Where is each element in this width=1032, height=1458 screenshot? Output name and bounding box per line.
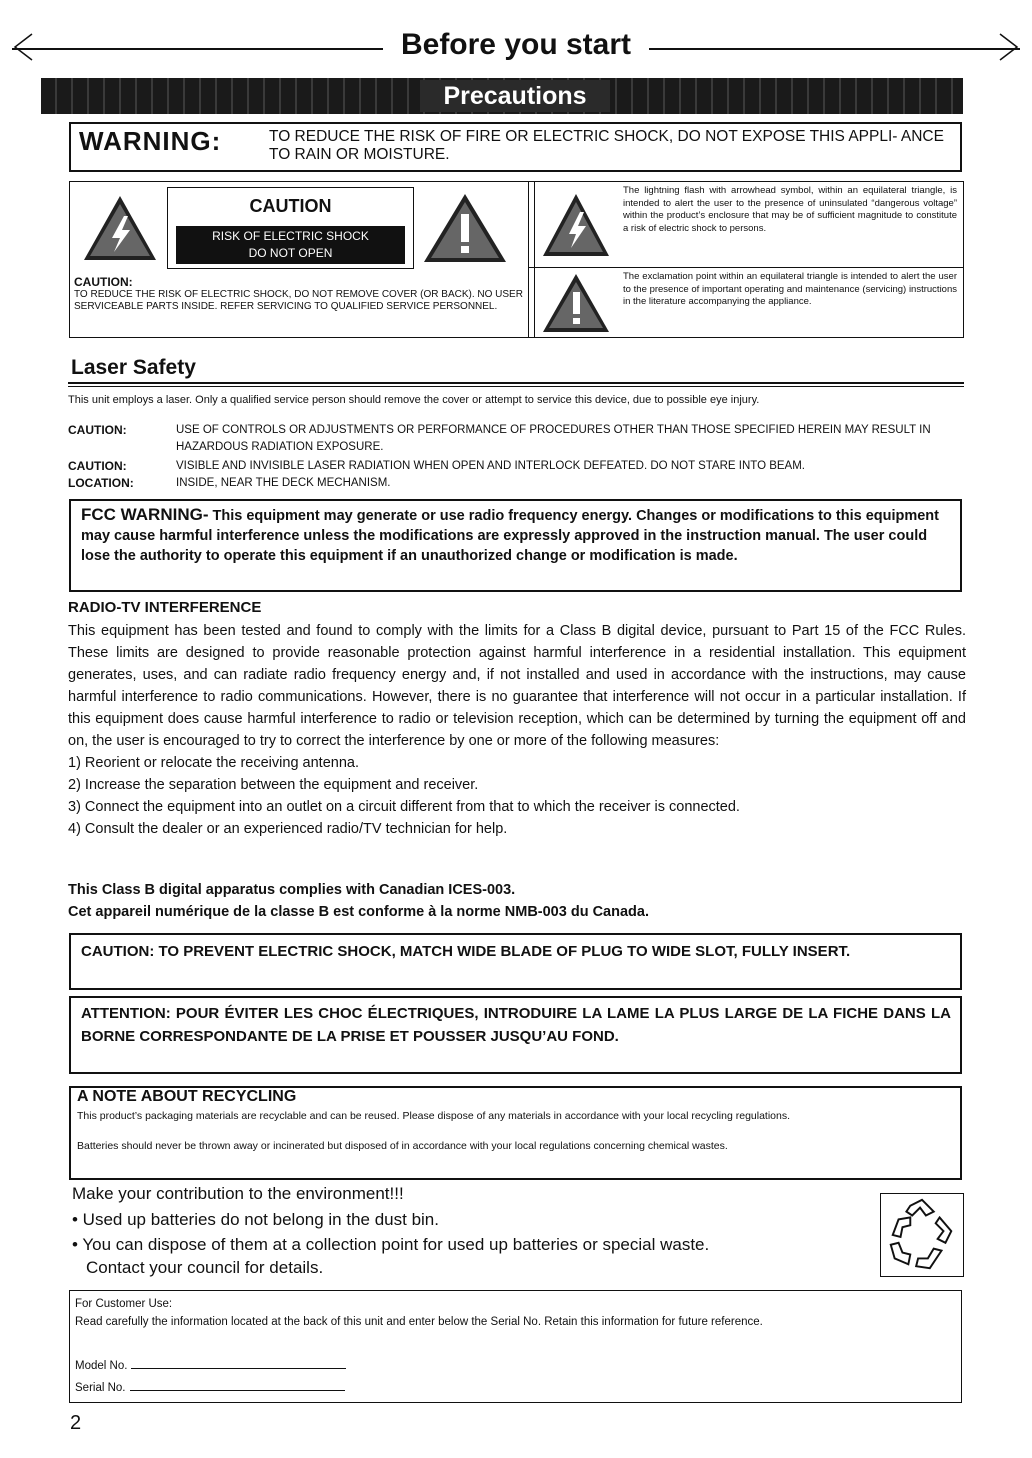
section-title: Precautions (420, 80, 610, 112)
laser-intro: This unit employs a laser. Only a qualified service person should remove the cover or attempt to service this device, due to possible eye injury. (68, 394, 760, 406)
measure-item: 2) Increase the separation between the equipment and receiver. (68, 777, 479, 793)
plug-caution-box (69, 933, 962, 990)
caution-heading: CAUTION: (74, 275, 133, 289)
class-b-english: This Class B digital apparatus complies with Canadian ICES-003. (68, 882, 516, 898)
recycling-box (69, 1086, 962, 1180)
page-title: Before you start (0, 28, 1032, 62)
divider (529, 267, 963, 268)
warning-text: TO REDUCE THE RISK OF FIRE OR ELECTRIC SHOCK, DO NOT EXPOSE THIS APPLI- ANCE TO RAIN OR MOISTURE. (269, 128, 944, 163)
laser-safety-rule (68, 382, 964, 387)
attention-text: ATTENTION: POUR ÉVITER LES CHOC ÉLECTRIQUES, INTRODUIRE LA LAME LA PLUS LARGE DE LA FICHE DANS LA BORNE CORRESPONDANTE DE LA PRISE ET POUSSER JUSQU’AU FOND. (81, 1005, 951, 1045)
customer-heading: For Customer Use: (75, 1298, 173, 1310)
environment-item: • Used up batteries do not belong in the dust bin. (72, 1210, 439, 1229)
symbols-panel (528, 181, 964, 338)
laser-row (68, 475, 968, 492)
laser-row-text: USE OF CONTROLS OR ADJUSTMENTS OR PERFORMANCE OF PROCEDURES OTHER THAN THOSE SPECIFIED HEREIN MAY RESULT IN HAZARDOUS RADIATION EXPOSURE. (176, 424, 931, 453)
laser-row-label: LOCATION: (68, 476, 134, 490)
radio-tv-title: RADIO-TV INTERFERENCE (68, 599, 262, 616)
exclamation-symbol-icon (541, 272, 611, 334)
radio-tv-body: This equipment has been tested and found to comply with the limits for a Class B digital device, pursuant to Part 15 of the FCC Rules. These limits are designed to provide reasonable protection against harmful interference in a residential installation. This equipment generates, uses, and can radiate radio frequency energy and, if not installed and used in accordance with the instructions, may cause harmful interference to radio communications. However, there is no guarantee that interference will not occur in a particular installation. If this equipment does cause harmful interference to radio or television reception, which can be determined by turning the equipment off and on, the user is encouraged to try to correct the interference by one or more of the following measures: (68, 623, 966, 749)
model-number-label: Model No. (75, 1360, 128, 1372)
laser-safety-title: Laser Safety (71, 356, 196, 379)
serial-number-field[interactable] (75, 1379, 345, 1397)
laser-row-text: VISIBLE AND INVISIBLE LASER RADIATION WHEN OPEN AND INTERLOCK DEFEATED. DO NOT STARE INTO BEAM. (176, 460, 806, 472)
recycling-icon (880, 1193, 964, 1277)
environment-item: • You can dispose of them at a collection point for used up batteries or special waste. (72, 1235, 710, 1254)
model-number-field[interactable] (75, 1357, 346, 1375)
caution-label: CAUTION (249, 196, 332, 216)
fcc-warning-text (81, 505, 951, 566)
warning-box (69, 122, 962, 172)
measure-item: 4) Consult the dealer or an experienced radio/TV technician for help. (68, 821, 508, 837)
laser-row-text: INSIDE, NEAR THE DECK MECHANISM. (176, 477, 391, 489)
exclamation-symbol-text: The exclamation point within an equilateral triangle is intended to alert the user to the presence of important operating and maintenance (servicing) instructions in the literature accompanying the appliance. (623, 271, 957, 307)
class-b-french: Cet appareil numérique de la classe B est conforme à la norme NMB-003 du Canada. (68, 904, 649, 920)
laser-row (68, 458, 968, 475)
fcc-warning-body: This equipment may generate or use radio frequency energy. Changes or modifications to this equipment may cause harmful interference unless the modifications are expressly approved in the instruction manual. The user could lose the authority to operate this equipment if an unauthorized change or modification is made. (81, 508, 939, 564)
exclamation-warning-icon (422, 192, 508, 264)
caution-body: TO REDUCE THE RISK OF ELECTRIC SHOCK, DO NOT REMOVE COVER (OR BACK). NO USER SERVICEABLE PARTS INSIDE. REFER SERVICING TO QUALIFIED SERVICE PERSONNEL. (74, 289, 523, 312)
recycling-paragraph: Batteries should never be thrown away or incinerated but disposed of in accordance with your local regulations concerning chemical wastes. (77, 1140, 728, 1152)
serial-number-label: Serial No. (75, 1382, 126, 1394)
environment-heading: Make your contribution to the environment!!! (72, 1184, 404, 1203)
measure-item: 1) Reorient or relocate the receiving antenna. (68, 755, 359, 771)
plug-caution-text: CAUTION: TO PREVENT ELECTRIC SHOCK, MATCH WIDE BLADE OF PLUG TO WIDE SLOT, FULLY INSERT. (81, 943, 851, 960)
warning-heading: WARNING: (79, 126, 222, 156)
lightning-warning-icon (82, 194, 158, 262)
serial-number-line (130, 1379, 345, 1391)
measure-item: 3) Connect the equipment into an outlet on a circuit different from that to which the receiver is connected. (68, 799, 740, 815)
shock-warning-line2: DO NOT OPEN (248, 246, 333, 260)
shock-warning-line1: RISK OF ELECTRIC SHOCK (212, 229, 369, 243)
customer-text: Read carefully the information located at the back of this unit and enter below the Serial No. Retain this information for future reference. (75, 1316, 763, 1328)
laser-row-label: CAUTION: (68, 423, 127, 437)
customer-use-box (69, 1290, 962, 1403)
environment-item: Contact your council for details. (86, 1258, 324, 1277)
caution-panel (69, 181, 535, 338)
laser-row (68, 422, 968, 456)
recycling-paragraph: This product’s packaging materials are recyclable and can be reused. Please dispose of any materials in accordance with your local recycling regulations. (77, 1110, 791, 1122)
lightning-symbol-text: The lightning flash with arrowhead symbol, within an equilateral triangle, is intended to alert the user to the presence of uninsulated “dangerous voltage” within the product’s enclosure that may be of sufficient magnitude to constitute a risk of electric shock to persons. (623, 185, 957, 234)
shock-warning-label (176, 226, 405, 264)
page-number: 2 (70, 1412, 82, 1434)
model-number-line (131, 1357, 346, 1369)
fcc-warning-box (69, 499, 962, 592)
laser-row-label: CAUTION: (68, 459, 127, 473)
attention-box (69, 996, 962, 1074)
caution-label-box (167, 187, 414, 269)
fcc-warning-heading: FCC WARNING- (81, 505, 209, 524)
lightning-symbol-icon (541, 192, 611, 258)
recycling-title: A NOTE ABOUT RECYCLING (77, 1088, 297, 1105)
